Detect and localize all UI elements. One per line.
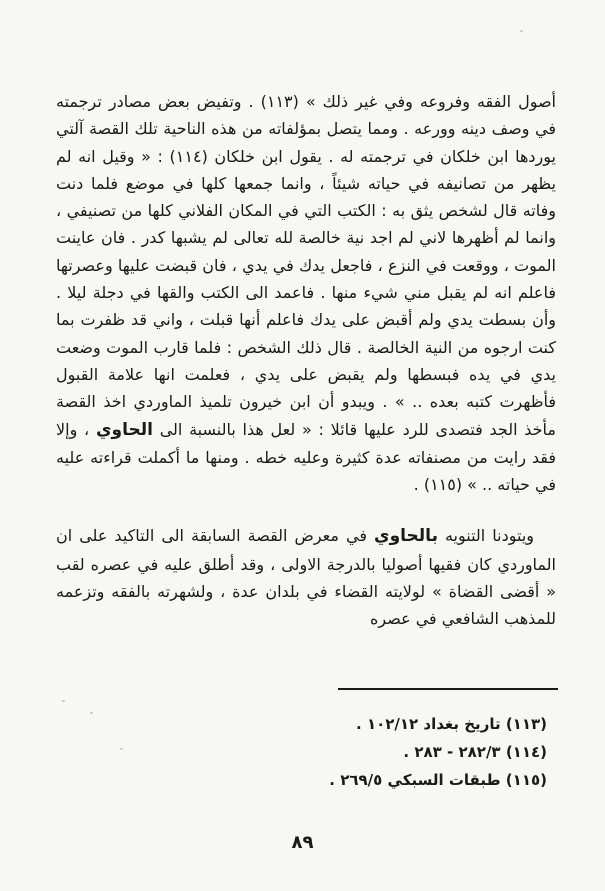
paragraph-2-text-a: ويتودنا التنويه — [437, 526, 535, 546]
scan-speck — [90, 712, 93, 714]
paragraph-2-text-b: في معرض القصة السابقة الى التاكيد على ان الماوردي كان فقيها أصوليا بالدرجة الاولى ، وقد أطلق عليه في عصره لقب « أقضى القضاة » لولايته القضاء في بلدان عدة ، ولشهرته بالفقه وتزعمه للمذهب الشافعي في عصره — [56, 526, 556, 629]
footnote-113: (١١٣) تاريخ بغداد ١٠٢/١٢ . — [356, 715, 547, 733]
page-number: ٨٩ — [291, 832, 314, 853]
bil-hawi-bold-term: بالحاوي — [374, 526, 438, 547]
hawi-bold-term: الحاوي — [95, 419, 153, 440]
paragraph-1 — [56, 88, 556, 498]
paragraph-1-text-b: ، وإلا فقد رايت من مصنفاته عدة كثيرة وعليه خطه . ومنها ما أكملت قراءته عليه في حياته .. » (١١٥) . — [56, 419, 556, 495]
scan-speck — [520, 30, 523, 32]
scan-speck — [62, 700, 65, 702]
footnote-115: (١١٥) طبقات السبكي ٢٦٩/٥ . — [329, 771, 547, 789]
paragraph-1-text-a: أصول الفقه وفروعه وفي غير ذلك » (١١٣) . وتفيض بعض مصادر ترجمته في وصف دينه وورعه . ومما يتصل بمؤلفاته من هذه الناحية تلك القصة آلتي يوردها ابن خلكان في ترجمته له . يقول ابن خلكان (١١٤) : « وقيل انه لم يظهر من تصانيفه في حياته شيئاً ، وانما جمعها كلها في موضع فلما دنت وفاته قال لشخص يثق به : الكتب التي في المكان الفلاني كلها من تصنيفي ، وانما لم أظهرها لاني لم اجد نية خالصة لله تعالى لم يشبها كدر . فان عاينت الموت ، ووقعت في النزع ، فاجعل يدك في يدي ، فان قبضت عليها وعصرتها فاعلم انه لم يقبل مني شيء منها . فاعمد الى الكتب والقها في دجلة ليلا . وأن بسطت يدي ولم أقبض على يدك فاعلم أنها قبلت ، واني قد ظفرت بما كنت ارجوه من النية الخالصة . قال ذلك الشخص : فلما قارب الموت وضعت يدي في يده فبسطها ولم يقبض على يدي ، فعلمت انها علامة القبول فأظهرت كتبه بعده .. » . ويبدو أن ابن خيرون تلميذ الماوردي اخذ القصة مأخذ الجد فتصدى للرد عليها قائلا : « لعل هذا بالنسبة الى — [56, 92, 556, 439]
scan-speck — [120, 748, 123, 750]
paragraph-2 — [56, 522, 556, 632]
main-text — [56, 88, 556, 633]
footnotes — [227, 710, 547, 794]
footnote-separator — [338, 688, 558, 690]
footnote-114: (١١٤) ٢٨٢/٣ - ٢٨٣ . — [403, 743, 547, 761]
